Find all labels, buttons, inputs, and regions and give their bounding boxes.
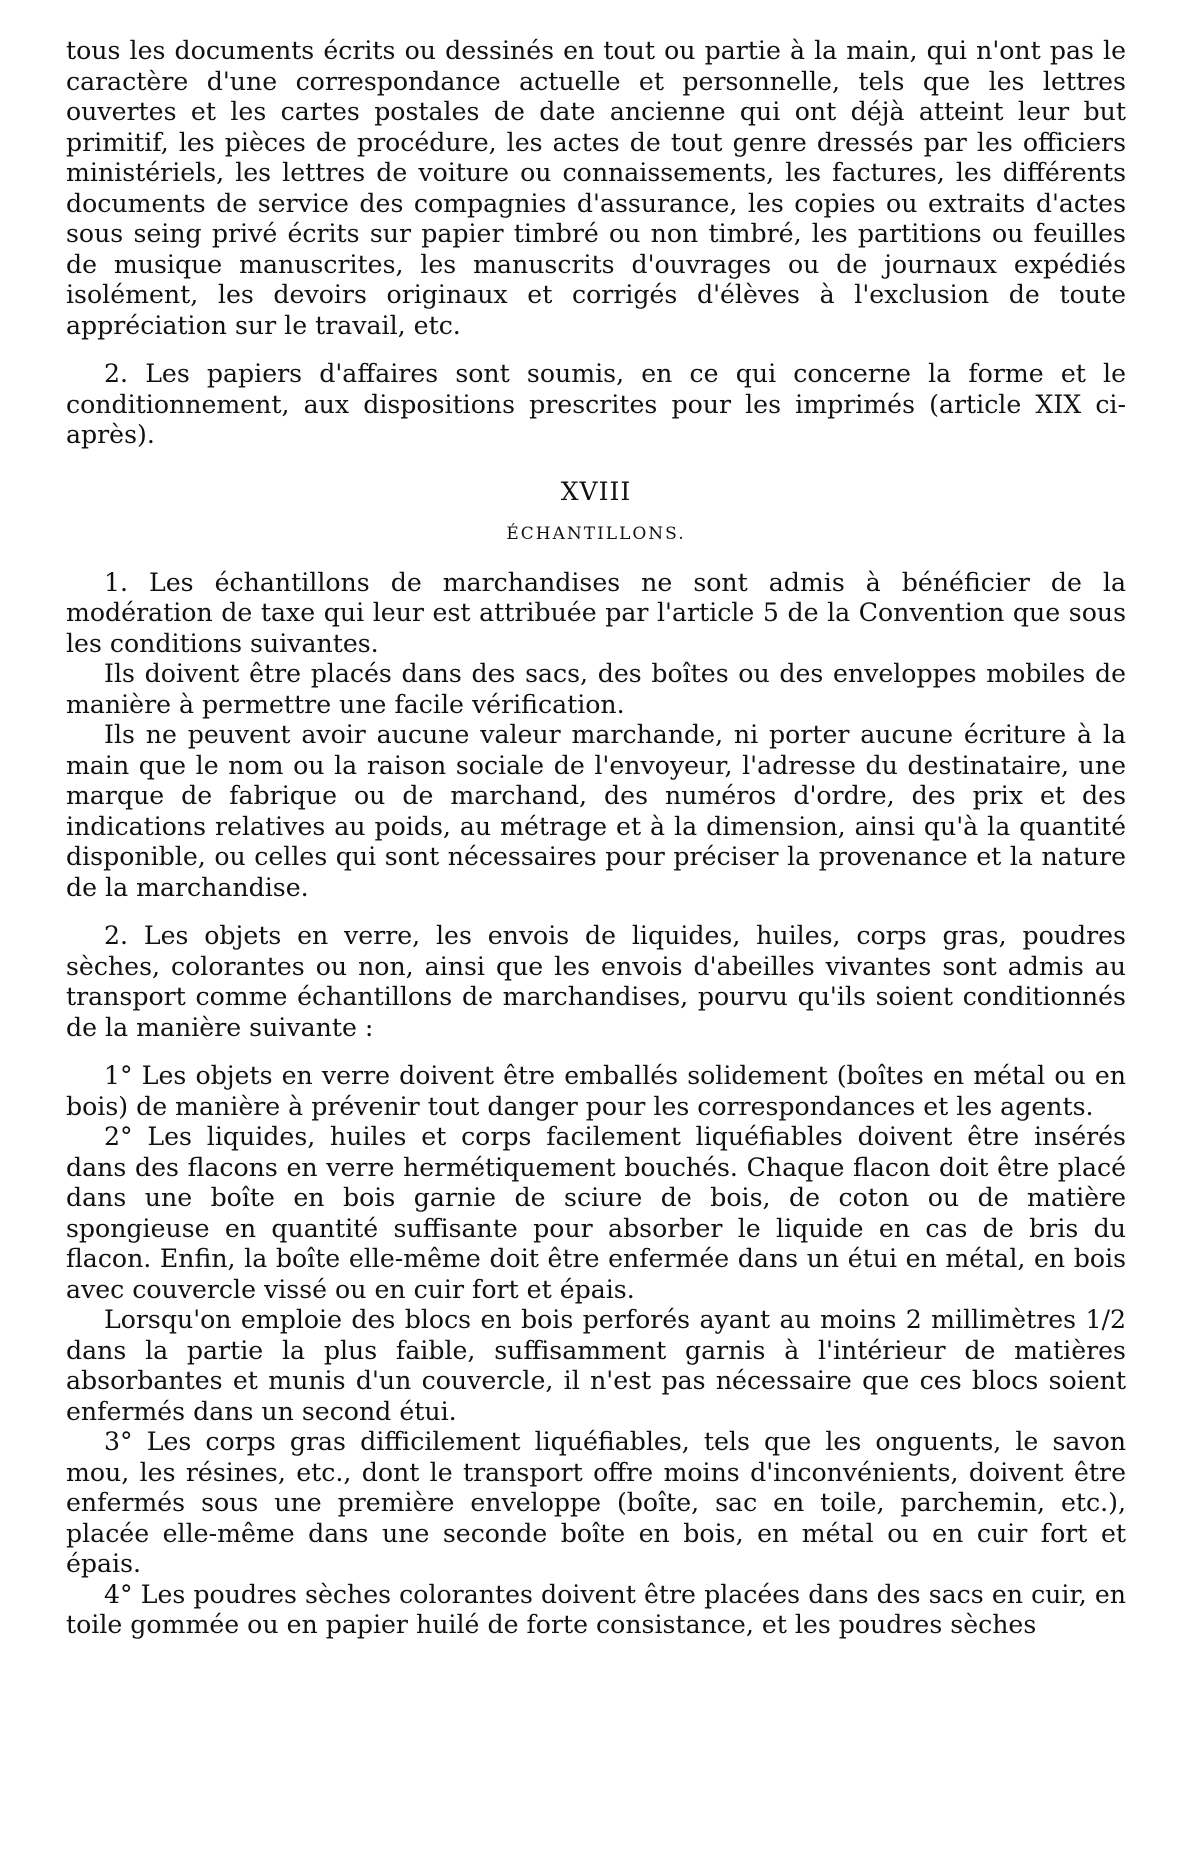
paragraph-liquides: 2° Les liquides, huiles et corps facilement liquéfiables doivent être insérés dans des flacons en verre hermétiquement bouchés. Chaque flacon doit être placé dans une boîte en bois garnie de sciure de bois, de coton ou de matière spongieuse en quantité suffisante pour absorber le liquide en cas de bris du flacon. Enfin, la boîte elle-même doit être enfermée dans un étui en métal, en bois avec couvercle vissé ou en cuir fort et épais. — [66, 1122, 1126, 1304]
section-number: XVIII — [560, 476, 632, 506]
paragraph-echantillons-1: 1. Les échantillons de marchandises ne sont admis à bénéficier de la modération de taxe qui leur est attribuée par l'article 5 de la Convention que sous les conditions suivantes. — [66, 567, 1126, 658]
paragraph-objets-verre: 1° Les objets en verre doivent être emballés solidement (boîtes en métal ou en bois) de manière à prévenir tout danger pour les correspondances et les agents. — [66, 1061, 1126, 1121]
paragraph-echantillons-placement: Ils doivent être placés dans des sacs, des boîtes ou des enveloppes mobiles de manière à permettre une facile vérification. — [66, 659, 1126, 719]
paragraph-echantillons-2: 2. Les objets en verre, les envois de liquides, huiles, corps gras, poudres sèches, colorantes ou non, ainsi que les envois d'abeilles vivantes sont admis au transport comme échantillons de marchandises, pourvu qu'ils soient conditionnés de la manière suivante : — [66, 921, 1126, 1042]
document-page — [66, 36, 1126, 1641]
section-title: ÉCHANTILLONS. — [506, 524, 686, 544]
paragraph-continuation: tous les documents écrits ou dessinés en tout ou partie à la main, qui n'ont pas le caractère d'une correspondance actuelle et personnelle, tels que les lettres ouvertes et les cartes postales de date ancienne qui ont déjà atteint leur but primitif, les pièces de procédure, les actes de tout genre dressés par les officiers ministériels, les lettres de voiture ou connaissements, les factures, les différents documents de service des compagnies d'assurance, les copies ou extraits d'actes sous seing privé écrits sur papier timbré ou non timbré, les partitions ou feuilles de musique manuscrites, les manuscrits d'ouvrages ou de journaux expédiés isolément, les devoirs originaux et corrigés d'élèves à l'exclusion de toute appréciation sur le travail, etc. — [66, 36, 1126, 340]
paragraph-corps-gras: 3° Les corps gras difficilement liquéfiables, tels que les onguents, le savon mou, les résines, etc., dont le transport offre moins d'inconvénients, doivent être enfermés sous une première enveloppe (boîte, sac en toile, parchemin, etc.), placée elle-même dans une seconde boîte en bois, en métal ou en cuir fort et épais. — [66, 1427, 1126, 1578]
paragraph-poudres: 4° Les poudres sèches colorantes doivent être placées dans des sacs en cuir, en toile gommée ou en papier huilé de forte consistance, et les poudres sèches — [66, 1579, 1126, 1639]
paragraph-echantillons-valeur: Ils ne peuvent avoir aucune valeur marchande, ni porter aucune écriture à la main que le nom ou la raison sociale de l'envoyeur, l'adresse du destinataire, une marque de fabrique ou de marchand, des numéros d'ordre, des prix et des indications relatives au poids, au métrage et à la dimension, ainsi qu'à la quantité disponible, ou celles qui sont nécessaires pour préciser la provenance et la nature de la marchandise. — [66, 720, 1126, 902]
paragraph-2-papiers-affaires: 2. Les papiers d'affaires sont soumis, en ce qui concerne la forme et le conditionnement, aux dispositions prescrites pour les imprimés (article XIX ci-après). — [66, 359, 1126, 449]
paragraph-blocs-bois: Lorsqu'on emploie des blocs en bois perforés ayant au moins 2 millimètres 1/2 dans la partie la plus faible, suffisamment garnis à l'intérieur de matières absorbantes et munis d'un couvercle, il n'est pas nécessaire que ces blocs soient enfermés dans un second étui. — [66, 1305, 1126, 1426]
